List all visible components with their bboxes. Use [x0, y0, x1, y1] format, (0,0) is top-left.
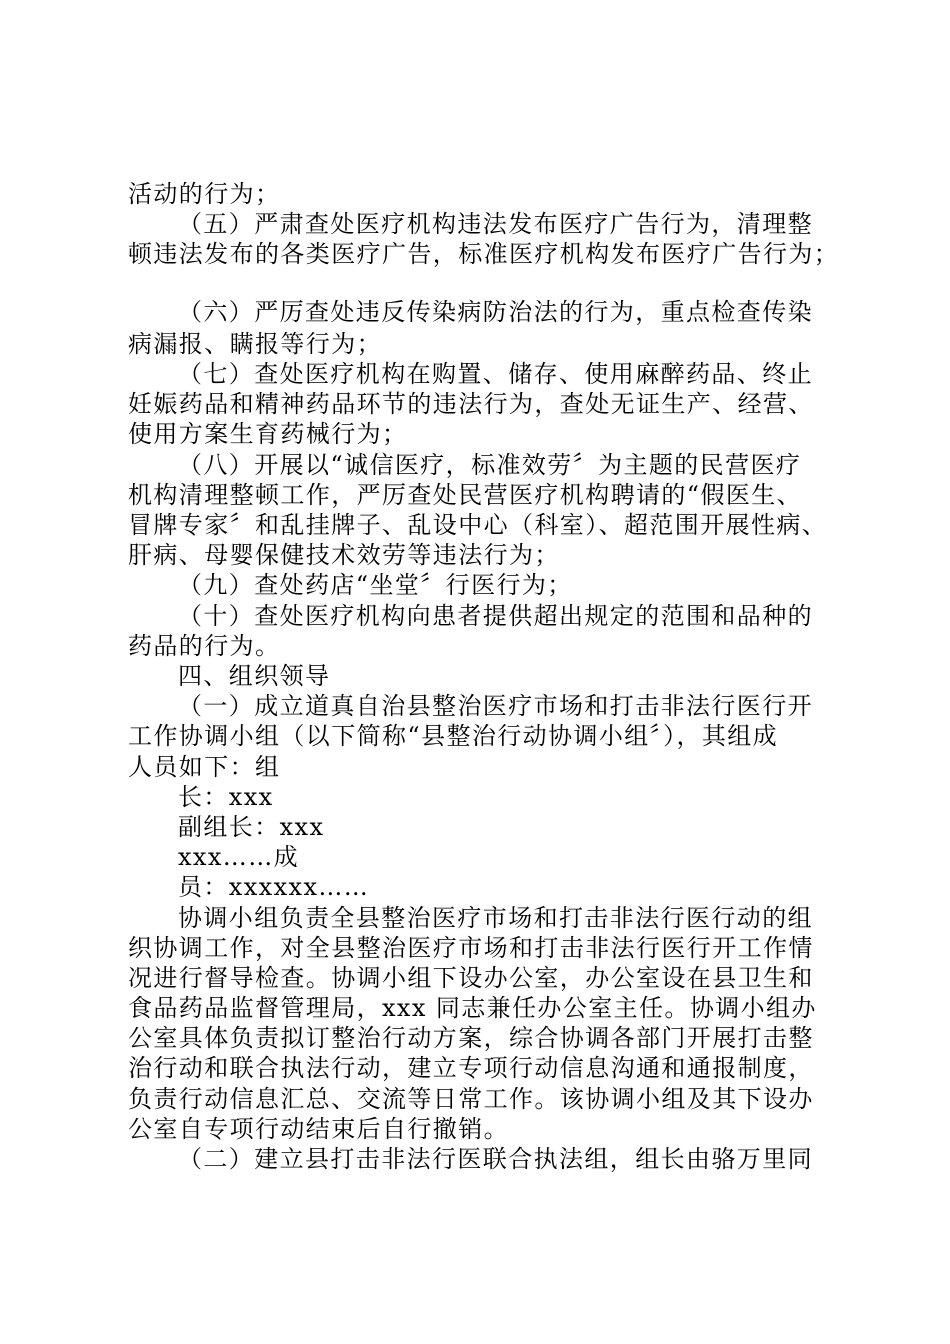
- text-line: 人员如下：组: [128, 753, 281, 781]
- text-line: 负责行动信息汇总、交流等日常工作。该协调小组及其下设办: [128, 1085, 814, 1113]
- text-line: 员：xxxxxx……: [178, 873, 370, 901]
- text-line: 药品的行为。: [128, 632, 281, 660]
- text-line: 工作协调小组（以下简称“县整治行动协调小组〞），其组成: [128, 722, 779, 750]
- text-line: 长：xxx: [178, 783, 274, 811]
- text-line: （六）严厉查处违反传染病防治法的行为，重点检查传染: [178, 298, 813, 326]
- text-line: （五）严肃查处医疗机构违法发布医疗广告行为，清理整: [178, 210, 813, 238]
- text-line: （一）成立道真自治县整治医疗市场和打击非法行医行开: [178, 692, 813, 720]
- text-line: 副组长：xxx: [178, 813, 325, 841]
- text-line: 食品药品监督管理局，xxx 同志兼任办公室主任。协调小组办: [128, 994, 817, 1022]
- text-line: 协调小组负责全县整治医疗市场和打击非法行医行动的组: [178, 904, 813, 932]
- text-line: （二）建立县打击非法行医联合执法组，组长由骆万里同: [178, 1145, 813, 1173]
- text-line: 妊娠药品和精神药品环节的违法行为，查处无证生产、经营、: [128, 390, 814, 418]
- text-line: 病漏报、瞒报等行为；: [128, 330, 382, 358]
- text-line: 机构清理整顿工作，严厉查处民营医疗机构聘请的“假医生、: [128, 481, 803, 509]
- text-line: 使用方案生育药械行为；: [128, 420, 408, 448]
- text-line: （八）开展以“诚信医疗，标准效劳〞为主题的民营医疗: [178, 451, 802, 479]
- text-line: 冒牌专家〞和乱挂牌子、乱设中心（科室）、超范围开展性病、: [128, 511, 828, 539]
- text-line: 治行动和联合执法行动，建立专项行动信息沟通和通报制度，: [128, 1054, 814, 1082]
- text-line: xxx……成: [178, 843, 300, 871]
- text-line: 公室具体负责拟订整治行动方案，综合协调各部门开展打击整: [128, 1024, 814, 1052]
- text-line: 况进行督导检查。协调小组下设办公室，办公室设在县卫生和: [128, 964, 814, 992]
- text-line: （九）查处药店“坐堂〞行医行为；: [178, 571, 573, 599]
- text-line: 顿违法发布的各类医疗广告，标准医疗机构发布医疗广告行为；: [128, 240, 840, 268]
- text-line: 织协调工作，对全县整治医疗市场和打击非法行医行开工作情: [128, 934, 814, 962]
- text-line: 公室自专项行动结束后自行撤销。: [128, 1115, 509, 1143]
- text-line: （十）查处医疗机构向患者提供超出规定的范围和品种的: [178, 602, 813, 630]
- text-line: （七）查处医疗机构在购置、储存、使用麻醉药品、终止: [178, 360, 813, 388]
- text-line: 肝病、母婴保健技术效劳等违法行为；: [128, 541, 560, 569]
- section-heading: 四、组织领导: [178, 662, 331, 690]
- text-line: 活动的行为；: [128, 180, 281, 208]
